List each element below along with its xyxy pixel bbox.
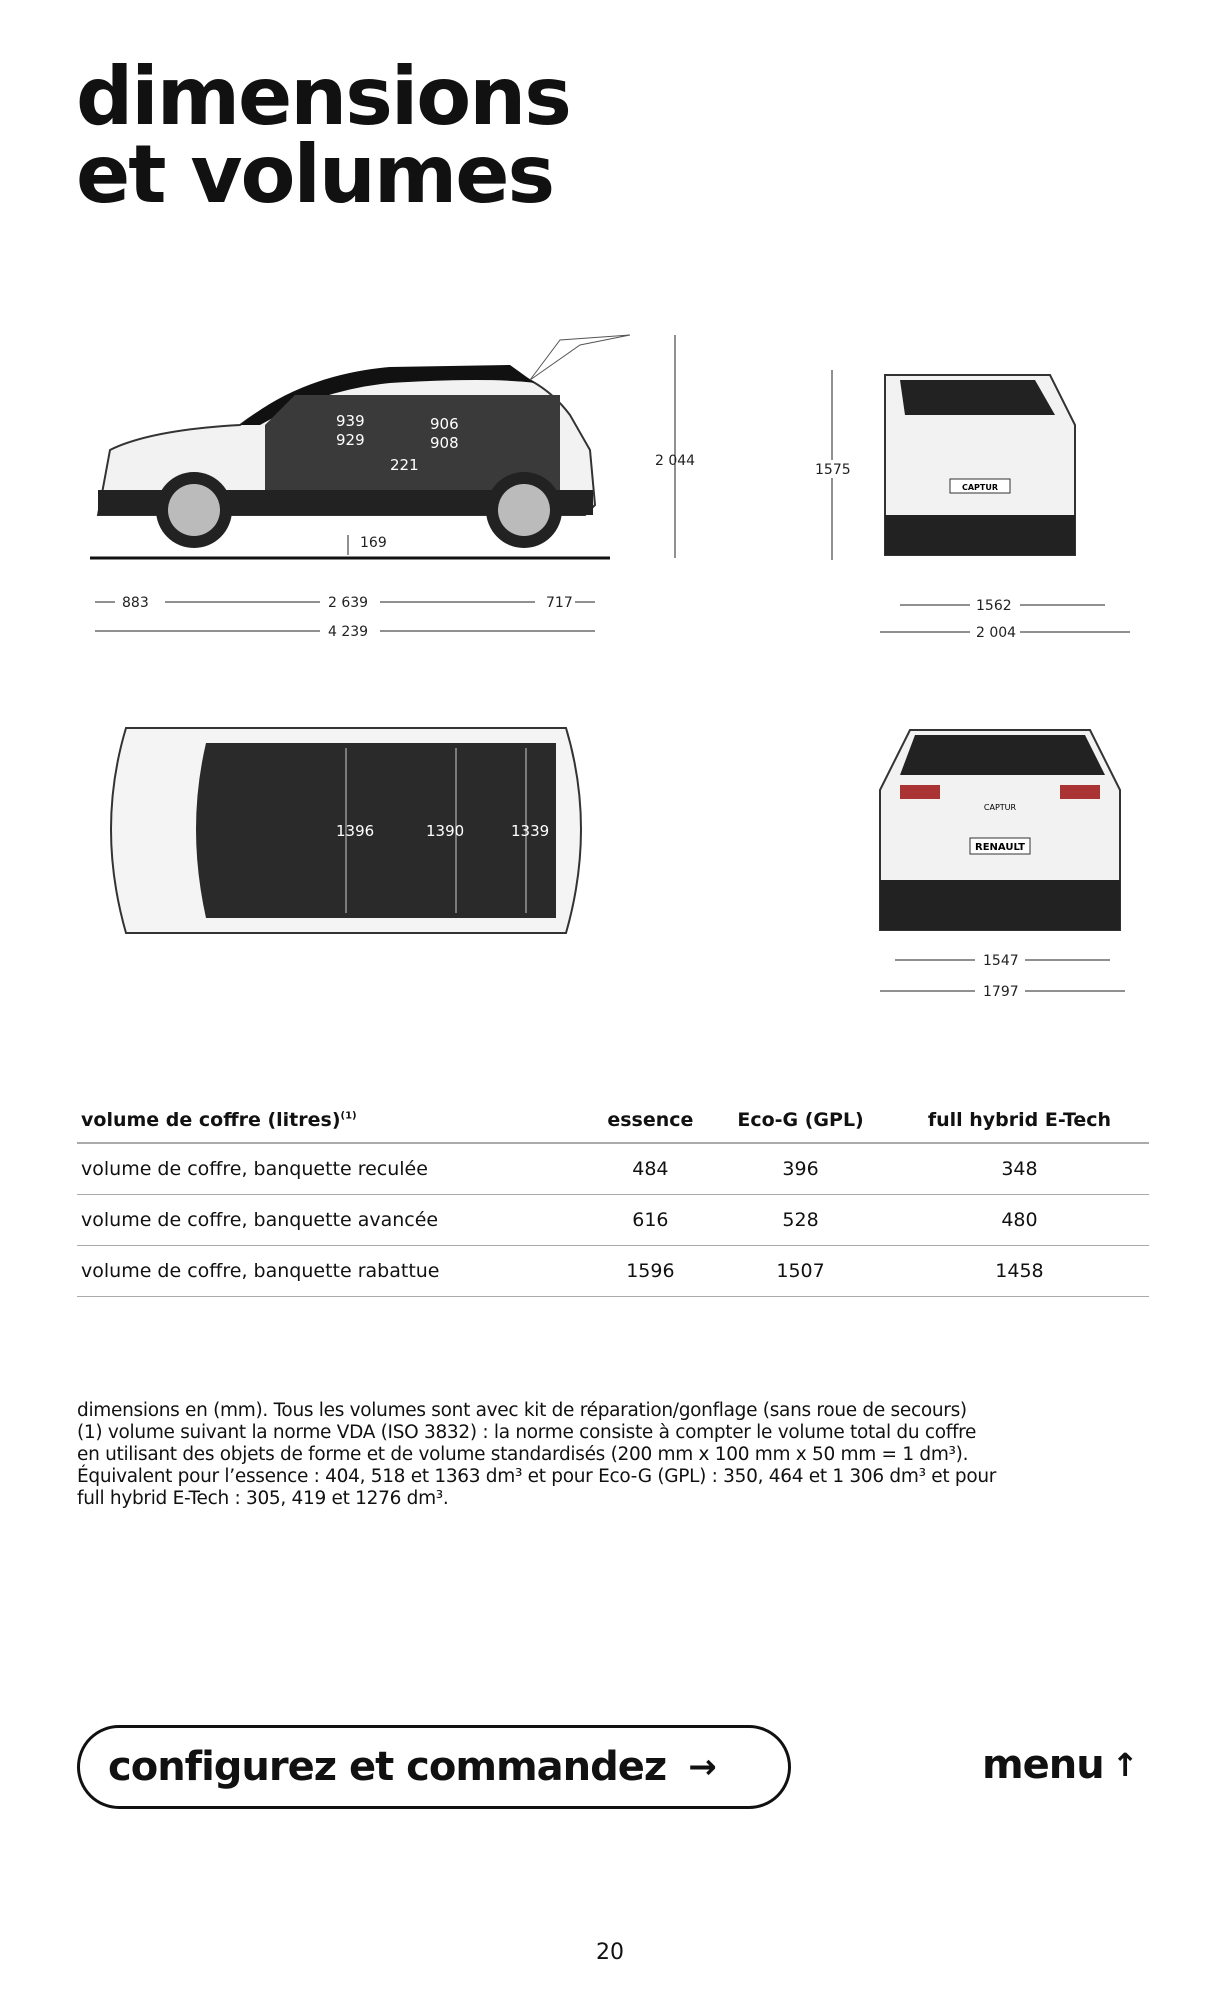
col-header-eco-g: Eco-G (GPL) bbox=[711, 1097, 890, 1143]
dim-front-overhang: 883 bbox=[122, 595, 149, 611]
dim-front-track: 1562 bbox=[976, 598, 1012, 614]
dim-width-rear: 1339 bbox=[511, 822, 550, 840]
menu-link[interactable]: menu ↑ bbox=[982, 1742, 1138, 1788]
footnotes: dimensions en (mm). Tous les volumes sont avec kit de réparation/gonflage (sans roue de secours) (1) volume suivant la norme VDA (ISO 3832) : la norme consiste à compter le volume total du coffre en utilisant des objets de forme et de volume standardisés (200 mm x 100 mm x 50 mm = 1 dm³). Équivalent pour l’essence : 404, 518 et 1363 dm³ et pour Eco-G (GPL) : 350, 464 et 1 306 dm³ et pour full hybrid E-Tech : 305, 419 et 1276 dm³. bbox=[77, 1400, 997, 1509]
side-view-diagram bbox=[90, 325, 710, 645]
front-view-diagram bbox=[810, 365, 1140, 645]
col-header-hybrid: full hybrid E-Tech bbox=[890, 1097, 1149, 1143]
trunk-volume-table bbox=[77, 1097, 1149, 1297]
dim-knee-front: 929 bbox=[336, 431, 365, 449]
dim-ground-clearance: 169 bbox=[360, 535, 387, 551]
page-title: dimensions et volumes bbox=[76, 50, 570, 221]
dim-width: 1797 bbox=[983, 984, 1019, 1000]
dim-head-rear: 906 bbox=[430, 415, 459, 433]
dim-height-open: 2 044 bbox=[655, 453, 696, 469]
table-row: volume de coffre, banquette avancée 616 528 480 bbox=[77, 1194, 1149, 1245]
dim-rear-track: 1547 bbox=[983, 953, 1019, 969]
configure-and-order-button[interactable]: configurez et commandez → bbox=[77, 1725, 791, 1809]
rear-view-diagram bbox=[870, 720, 1140, 1010]
front-plate: CAPTUR bbox=[961, 483, 999, 492]
dim-wheelbase: 2 639 bbox=[328, 595, 369, 611]
table-row: volume de coffre, banquette rabattue 1596 1507 1458 bbox=[77, 1245, 1149, 1296]
col-header-essence: essence bbox=[590, 1097, 712, 1143]
rear-badge: CAPTUR bbox=[983, 803, 1017, 812]
rear-plate: RENAULT bbox=[975, 842, 1025, 853]
arrow-up-icon: ↑ bbox=[1111, 1746, 1138, 1784]
table-header-row bbox=[77, 1097, 1149, 1143]
arrow-right-icon: → bbox=[688, 1747, 716, 1787]
dim-rear-overhang: 717 bbox=[546, 595, 573, 611]
dim-legroom: 221 bbox=[390, 456, 419, 474]
page-number: 20 bbox=[596, 1940, 624, 1965]
dim-knee-rear: 908 bbox=[430, 434, 459, 452]
dim-width-middle: 1390 bbox=[426, 822, 465, 840]
top-view-diagram bbox=[96, 708, 596, 953]
col-header-volume: volume de coffre (litres)$^{(1)}$ bbox=[77, 1097, 590, 1143]
dim-height: 1575 bbox=[815, 462, 851, 478]
dim-width-mirrors: 2 004 bbox=[976, 625, 1017, 641]
table-row: volume de coffre, banquette reculée 484 396 348 bbox=[77, 1143, 1149, 1194]
dim-head-front: 939 bbox=[336, 412, 365, 430]
dim-length: 4 239 bbox=[328, 624, 369, 640]
dim-width-front: 1396 bbox=[336, 822, 375, 840]
